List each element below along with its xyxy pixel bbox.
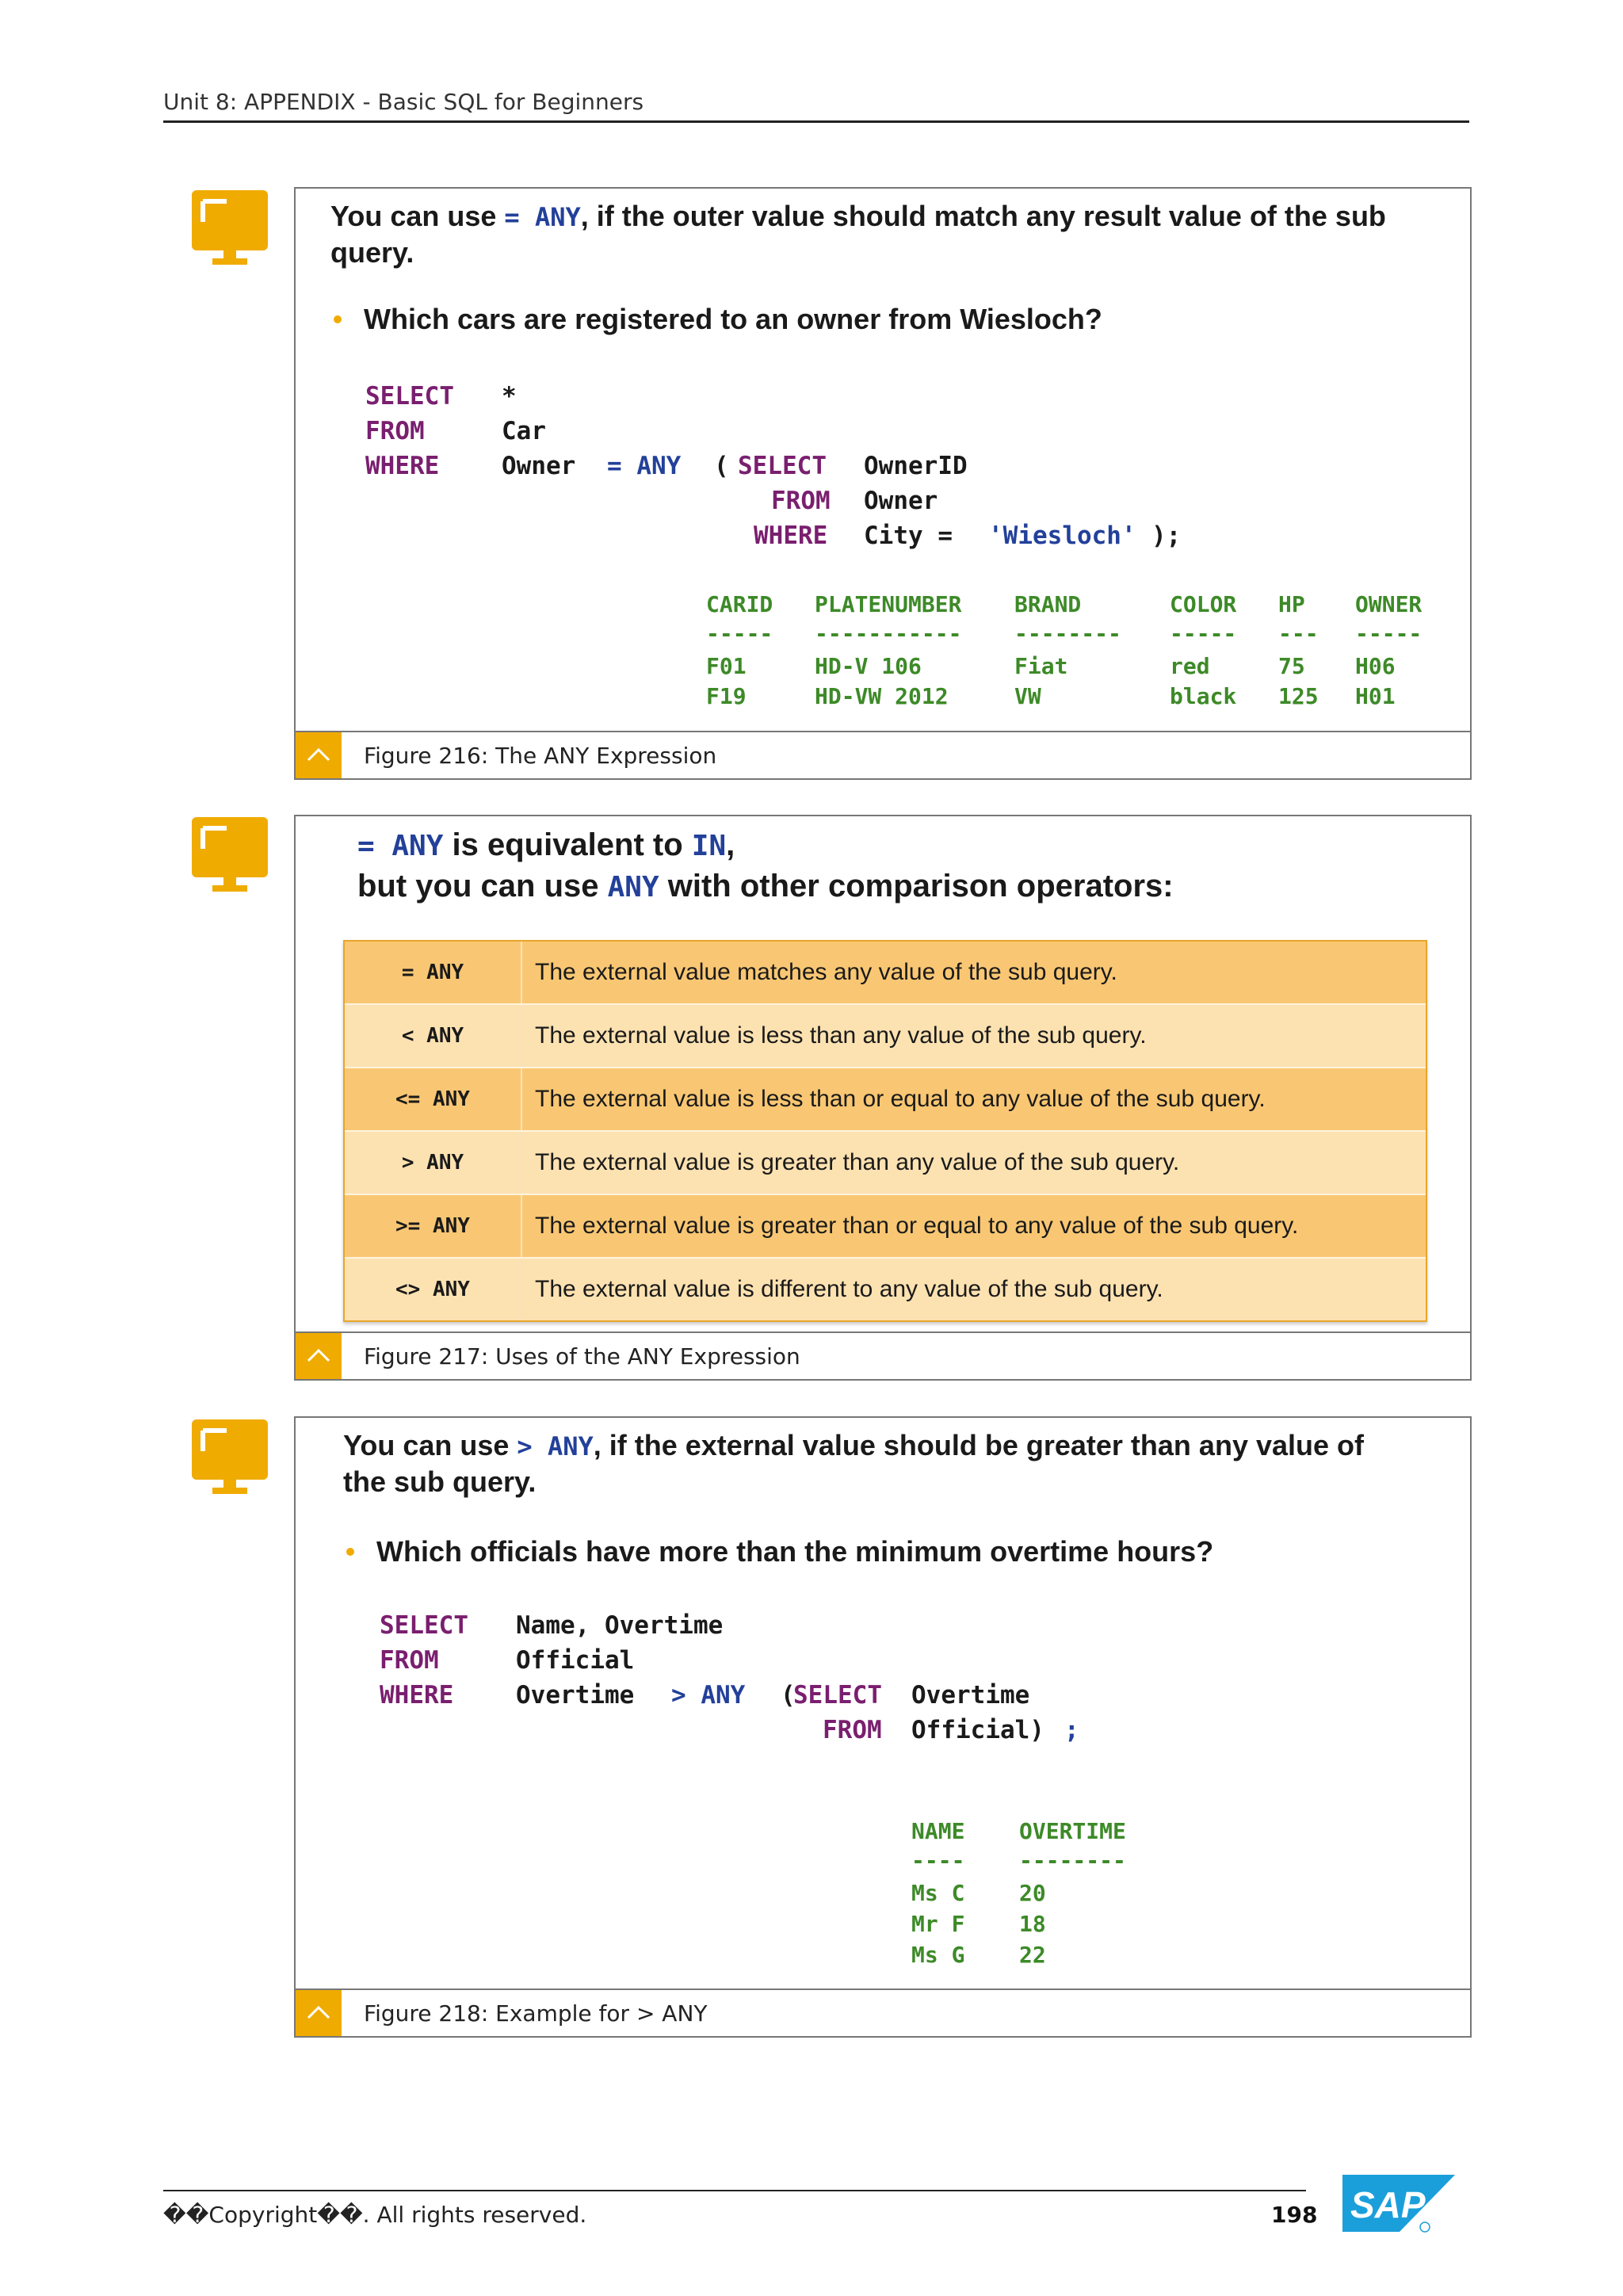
bullet-question: Which cars are registered to an owner from Wiesloch?: [364, 303, 1102, 335]
result-header: BRAND: [1014, 591, 1082, 617]
equivalence-line: = ANY is equivalent to IN,: [357, 827, 735, 862]
collapse-arrow-icon[interactable]: [296, 732, 342, 778]
sql-text: OwnerID: [864, 452, 968, 480]
operator-cell: >= ANY: [345, 1195, 522, 1257]
result-header: NAME: [911, 1818, 965, 1844]
sql-text: *: [502, 382, 517, 411]
any-operators-table: [343, 940, 1427, 1322]
sql-keyword: FROM: [380, 1646, 439, 1675]
sql-keyword: SELECT: [738, 452, 827, 480]
result-cell: 22: [1019, 1942, 1046, 1968]
figure-caption: Figure 217: Uses of the ANY Expression: [364, 1343, 800, 1370]
copyright-notice: ��Copyright��. All rights reserved.: [163, 2202, 587, 2228]
bullet-question: Which officials have more than the minimum overtime hours?: [376, 1535, 1214, 1568]
intro-line: You can use = ANY, if the outer value should match any result value of the sub: [330, 200, 1386, 232]
sql-text: Overtime: [516, 1681, 635, 1710]
intro-line-2: query.: [330, 236, 414, 269]
sql-text: Overtime: [911, 1681, 1030, 1710]
result-cell: 20: [1019, 1880, 1046, 1906]
sql-text: Official): [911, 1716, 1044, 1744]
result-cell: 75: [1278, 653, 1305, 679]
figure-caption: Figure 216: The ANY Expression: [364, 743, 717, 769]
running-header: Unit 8: APPENDIX - Basic SQL for Beginners: [163, 89, 644, 115]
result-cell: HD-V 106: [815, 653, 922, 679]
presentation-icon: [192, 1419, 268, 1494]
sql-string: 'Wiesloch': [988, 521, 1136, 550]
result-dashes: ---: [1278, 621, 1319, 647]
sql-text: Owner: [864, 487, 938, 515]
figure-caption-bar: [296, 731, 1470, 778]
sql-keyword: SELECT: [793, 1681, 882, 1710]
figure-caption-bar: [296, 1331, 1470, 1379]
sql-text: Car: [502, 417, 546, 445]
result-header: CARID: [706, 591, 773, 617]
presentation-icon: [192, 190, 268, 265]
result-header: PLATENUMBER: [815, 591, 962, 617]
result-cell: F01: [706, 653, 747, 679]
sql-keyword: FROM: [365, 417, 425, 445]
description-cell: The external value is greater than any value of the sub query.: [535, 1149, 1180, 1175]
bullet-icon: [346, 1548, 354, 1556]
result-dashes: -----: [706, 621, 773, 647]
figure-218: [294, 1416, 1472, 2038]
sql-text: Owner: [502, 452, 576, 480]
result-dashes: --------: [1019, 1847, 1126, 1874]
result-cell: H06: [1355, 653, 1396, 679]
sql-keyword: WHERE: [380, 1681, 454, 1710]
presentation-icon: [192, 817, 268, 892]
sql-keyword: FROM: [771, 487, 831, 515]
operators-line: but you can use ANY with other comparison operators:: [357, 869, 1174, 904]
intro-line: You can use > ANY, if the external value should be greater than any value of: [343, 1429, 1364, 1461]
result-header: COLOR: [1170, 591, 1237, 617]
sql-text: (: [714, 452, 729, 480]
sql-text: (: [781, 1681, 796, 1710]
sql-keyword: WHERE: [365, 452, 440, 480]
description-cell: The external value is different to any value of the sub query.: [535, 1276, 1163, 1302]
description-cell: The external value is greater than or equal to any value of the sub query.: [535, 1213, 1299, 1239]
result-header: OVERTIME: [1019, 1818, 1126, 1844]
table-row: [345, 942, 1426, 1003]
intro-line-2: the sub query.: [343, 1465, 537, 1498]
sql-text: );: [1151, 521, 1182, 550]
collapse-arrow-icon[interactable]: [296, 1333, 342, 1379]
result-dashes: -----------: [815, 621, 962, 647]
sql-text: Name, Overtime: [516, 1611, 724, 1640]
table-row: [345, 1130, 1426, 1194]
collapse-arrow-icon[interactable]: [296, 1990, 342, 2036]
result-cell: Fiat: [1014, 653, 1068, 679]
result-dashes: -----: [1355, 621, 1423, 647]
result-dashes: -----: [1170, 621, 1237, 647]
result-cell: Mr F: [911, 1911, 965, 1937]
table-row: [345, 1003, 1426, 1067]
page-number: 198: [1271, 2202, 1318, 2228]
header-rule: [163, 120, 1469, 123]
result-cell: 18: [1019, 1911, 1046, 1937]
result-dashes: ----: [911, 1847, 965, 1874]
sql-text: City =: [864, 521, 953, 550]
sql-text: Official: [516, 1646, 635, 1675]
sql-keyword: SELECT: [380, 1611, 468, 1640]
description-cell: The external value matches any value of the sub query.: [535, 959, 1117, 985]
bullet-icon: [334, 315, 342, 323]
result-dashes: --------: [1014, 621, 1121, 647]
result-cell: 125: [1278, 683, 1319, 709]
result-cell: VW: [1014, 683, 1041, 709]
table-row: [345, 1067, 1426, 1130]
operator-cell: = ANY: [345, 942, 522, 1003]
operator-cell: > ANY: [345, 1132, 522, 1194]
table-row: [345, 1194, 1426, 1257]
result-cell: Ms G: [911, 1942, 965, 1968]
sql-keyword: WHERE: [754, 521, 828, 550]
sap-logo-icon: [1339, 2172, 1458, 2235]
result-cell: red: [1170, 653, 1210, 679]
result-cell: F19: [706, 683, 747, 709]
description-cell: The external value is less than any value of the sub query.: [535, 1022, 1147, 1049]
figure-caption-bar: [296, 1988, 1470, 2036]
result-header: OWNER: [1355, 591, 1423, 617]
result-cell: H01: [1355, 683, 1396, 709]
figure-caption: Figure 218: Example for > ANY: [364, 2000, 708, 2027]
operator-cell: < ANY: [345, 1005, 522, 1067]
figure-216: [294, 187, 1472, 780]
result-cell: black: [1170, 683, 1237, 709]
table-row: [345, 1257, 1426, 1320]
sql-keyword: FROM: [823, 1716, 882, 1744]
description-cell: The external value is less than or equal to any value of the sub query.: [535, 1086, 1266, 1112]
result-cell: HD-VW 2012: [815, 683, 949, 709]
result-header: HP: [1278, 591, 1305, 617]
footer-rule: [163, 2190, 1306, 2191]
operator-cell: <> ANY: [345, 1259, 522, 1320]
sql-text: ;: [1064, 1716, 1079, 1744]
result-cell: Ms C: [911, 1880, 965, 1906]
sql-keyword: SELECT: [365, 382, 454, 411]
sap-logo-text: SAP: [1350, 2184, 1426, 2225]
figure-217: [294, 815, 1472, 1381]
sql-operator: = ANY: [607, 452, 682, 480]
sql-operator: > ANY: [671, 1681, 746, 1710]
operator-cell: <= ANY: [345, 1068, 522, 1130]
